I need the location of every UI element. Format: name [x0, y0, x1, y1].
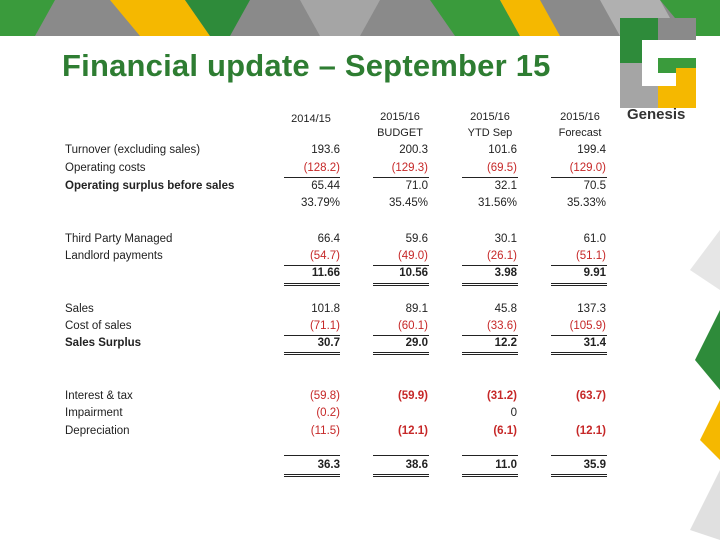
- row-label-interest-tax: Interest & tax: [65, 390, 133, 402]
- table-cell: 193.6: [311, 144, 340, 156]
- subtotal-rule: [373, 265, 429, 266]
- table-cell: 59.6: [405, 233, 428, 245]
- table-cell: 45.8: [494, 303, 517, 315]
- table-cell: 11.66: [311, 267, 340, 279]
- table-cell: (12.1): [397, 425, 428, 437]
- table-cell: (26.1): [486, 250, 517, 262]
- table-cell: 61.0: [583, 233, 606, 245]
- table-cell: 0: [510, 407, 517, 419]
- total-rule: [462, 352, 518, 355]
- table-cell: 71.0: [405, 180, 428, 192]
- total-rule: [284, 283, 340, 286]
- subtotal-rule: [551, 177, 607, 178]
- table-cell: 65.44: [311, 180, 340, 192]
- subtotal-rule: [373, 335, 429, 336]
- table-cell: 9.91: [583, 267, 606, 279]
- subtotal-rule: [373, 455, 429, 456]
- subtotal-rule: [284, 455, 340, 456]
- row-label-turnover: Turnover (excluding sales): [65, 144, 201, 156]
- subtotal-rule: [462, 335, 518, 336]
- table-cell: (12.1): [575, 425, 606, 437]
- table-cell: 38.6: [405, 459, 428, 471]
- table-cell: 200.3: [399, 144, 428, 156]
- total-rule: [373, 352, 429, 355]
- table-cell: (129.0): [569, 162, 606, 174]
- row-label-sales-surplus: Sales Surplus: [65, 337, 142, 349]
- table-cell: (49.0): [397, 250, 428, 262]
- table-cell: (129.3): [391, 162, 428, 174]
- table-cell: (71.1): [309, 320, 340, 332]
- table-cell: 66.4: [317, 233, 340, 245]
- table-cell: 89.1: [405, 303, 428, 315]
- table-cell: 33.79%: [300, 197, 340, 209]
- total-rule: [551, 474, 607, 477]
- table-cell: (105.9): [569, 320, 606, 332]
- table-cell: (0.2): [316, 407, 340, 419]
- column-header-ytd-sep: 2015/16 YTD Sep: [467, 111, 513, 139]
- subtotal-rule: [551, 265, 607, 266]
- table-cell: 3.98: [494, 267, 517, 279]
- row-label-cost-of-sales: Cost of sales: [65, 320, 132, 332]
- table-cell: 35.33%: [566, 197, 606, 209]
- genesis-logo-icon: [620, 18, 696, 108]
- table-cell: 11.0: [495, 459, 517, 471]
- row-label-impairment: Impairment: [65, 407, 123, 419]
- total-rule: [551, 283, 607, 286]
- subtotal-rule: [462, 177, 518, 178]
- total-rule: [551, 352, 607, 355]
- total-rule: [373, 474, 429, 477]
- table-cell: (59.8): [309, 390, 340, 402]
- subtotal-rule: [284, 335, 340, 336]
- table-cell: (6.1): [493, 425, 517, 437]
- table-cell: (69.5): [486, 162, 517, 174]
- table-cell: (63.7): [575, 390, 606, 402]
- row-label-third-party-managed: Third Party Managed: [65, 233, 173, 245]
- subtotal-rule: [551, 335, 607, 336]
- subtotal-rule: [462, 455, 518, 456]
- table-cell: (33.6): [486, 320, 517, 332]
- table-cell: (31.2): [486, 390, 517, 402]
- table-cell: 36.3: [317, 459, 340, 471]
- table-cell: 70.5: [583, 180, 606, 192]
- total-rule: [284, 474, 340, 477]
- table-cell: 101.6: [488, 144, 517, 156]
- row-label-sales: Sales: [65, 303, 94, 315]
- table-cell: (59.9): [397, 390, 428, 402]
- row-label-operating-surplus: Operating surplus before sales: [65, 180, 235, 192]
- column-header-budget: 2015/16 BUDGET: [377, 111, 423, 139]
- subtotal-rule: [551, 455, 607, 456]
- subtotal-rule: [462, 265, 518, 266]
- table-cell: 137.3: [577, 303, 606, 315]
- subtotal-rule: [373, 177, 429, 178]
- table-cell: 31.56%: [477, 197, 517, 209]
- table-cell: 12.2: [494, 337, 517, 349]
- table-cell: (51.1): [575, 250, 606, 262]
- table-cell: 32.1: [494, 180, 517, 192]
- subtotal-rule: [284, 177, 340, 178]
- table-cell: 10.56: [399, 267, 428, 279]
- page-title: Financial update – September 15: [62, 48, 551, 83]
- table-cell: (54.7): [309, 250, 340, 262]
- top-banner-decoration: [0, 0, 720, 36]
- column-header-2014-15: 2014/15: [291, 113, 331, 125]
- side-decoration: [680, 230, 720, 540]
- table-cell: 30.7: [317, 337, 340, 349]
- table-cell: (11.5): [310, 425, 340, 437]
- total-rule: [462, 283, 518, 286]
- row-label-landlord-payments: Landlord payments: [65, 250, 163, 262]
- table-cell: 35.9: [583, 459, 606, 471]
- genesis-logo-text: Genesis: [627, 106, 686, 123]
- table-cell: 35.45%: [388, 197, 428, 209]
- table-cell: 29.0: [405, 337, 428, 349]
- table-cell: (60.1): [397, 320, 428, 332]
- total-rule: [284, 352, 340, 355]
- column-header-forecast: 2015/16 Forecast: [558, 111, 602, 139]
- table-cell: 101.8: [311, 303, 340, 315]
- table-cell: 199.4: [577, 144, 606, 156]
- subtotal-rule: [284, 265, 340, 266]
- table-cell: 30.1: [494, 233, 517, 245]
- table-cell: (128.2): [303, 162, 340, 174]
- total-rule: [462, 474, 518, 477]
- total-rule: [373, 283, 429, 286]
- row-label-depreciation: Depreciation: [65, 425, 130, 437]
- table-cell: 31.4: [583, 337, 606, 349]
- row-label-operating-costs: Operating costs: [65, 162, 146, 174]
